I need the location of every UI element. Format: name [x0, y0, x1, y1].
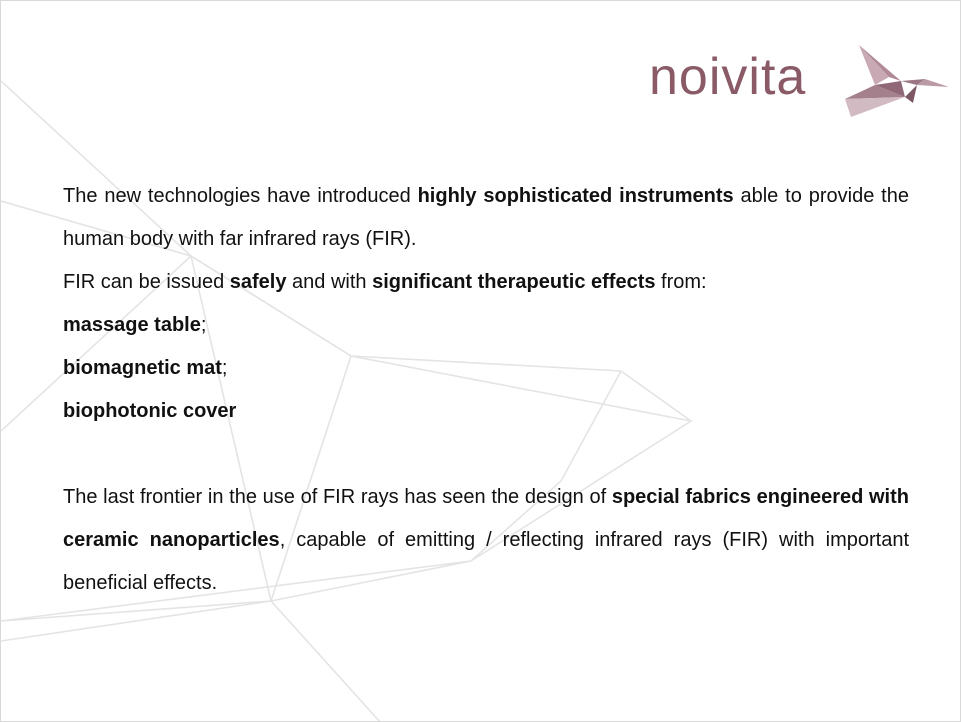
spacer: [63, 433, 909, 476]
intro-paragraph: The new technologies have introduced highly sophisticated instruments able to provide the human body with far infrared rays (FIR).: [63, 185, 909, 250]
logo-wordmark: noivita: [649, 48, 807, 106]
noivita-logo: [649, 39, 949, 121]
emphasis-therapeutic: significant therapeutic effects: [372, 271, 656, 293]
list-item: biophotonic cover: [63, 400, 237, 422]
list-item: massage table;: [63, 314, 207, 336]
fir-sources-paragraph: FIR can be issued safely and with significant therapeutic effects from:: [63, 271, 707, 293]
emphasis-safely: safely: [229, 271, 287, 293]
list-item: biomagnetic mat;: [63, 357, 228, 379]
emphasis-fabrics: special fabrics engineered with ceramic nanoparticles: [63, 486, 909, 551]
emphasis-instruments: highly sophisticated instruments: [417, 185, 734, 207]
origami-bird-icon: [845, 41, 949, 121]
slide-body: [63, 175, 909, 605]
fabrics-paragraph: The last frontier in the use of FIR rays has seen the design of special fabrics engineered with ceramic nanoparticles, capable of emitting / reflecting infrared rays (FIR) with important beneficial effects.: [63, 486, 910, 594]
